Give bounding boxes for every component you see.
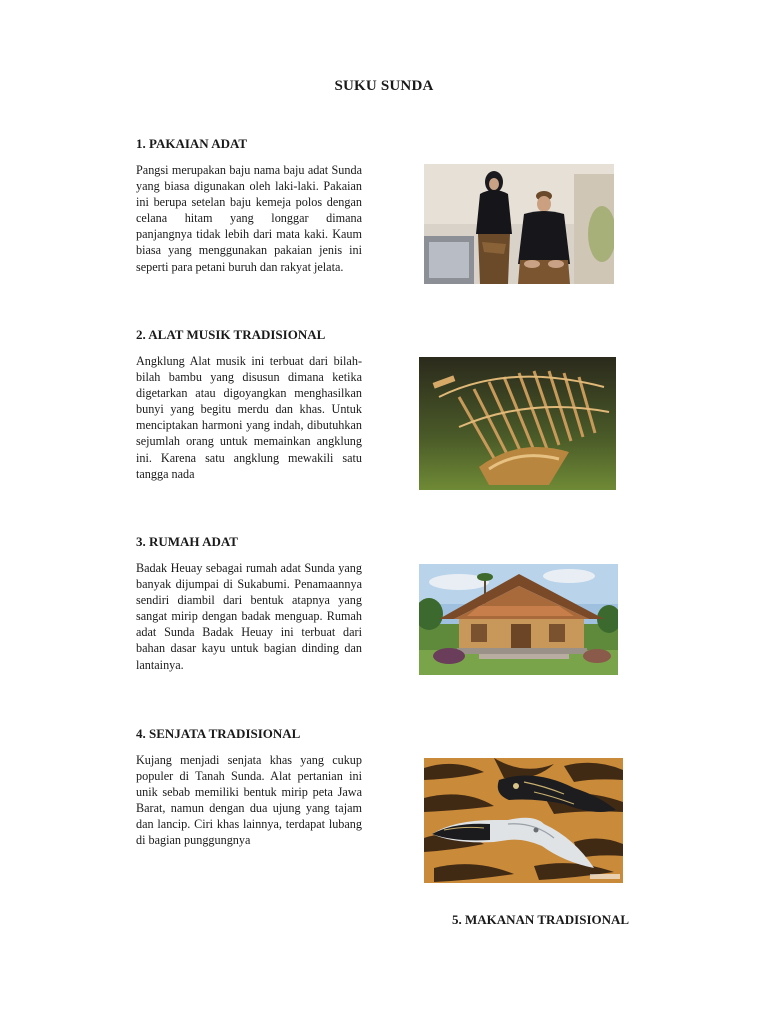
section-heading-rumah-adat: 3. RUMAH ADAT [136,534,238,549]
traditional-house-photo [419,564,618,675]
section-text-rumah-adat: Badak Heuay sebagai rumah adat Sunda yang banyak dijumpai di Sukabumi. Penamaannya sendiri diambil dari bentuk atapnya yang sangat mirip dengan badak menguap. Rumah adat Sunda Badak Heuay ini terbuat dari bahan dasar kayu untuk bagian dinding dan lantainya. [136,561,362,672]
traditional-clothing-photo [424,164,614,284]
angklung-photo [419,357,616,490]
section-text-senjata: Kujang menjadi senjata khas yang cukup populer di Tanah Sunda. Alat pertanian ini unik sebab memiliki bentuk mirip peta Jawa Barat, namun dengan dua ujung yang tajam dan lancip. Ciri khas lainnya, terdapat lubang di bagian punggungnya [136,753,362,848]
page-title: SUKU SUNDA [334,78,434,94]
kujang-photo [424,758,623,883]
section-text-alat-musik: Angklung Alat musik ini terbuat dari bilah-bilah bambu yang disusun dimana ketika digetarkan atau digoyangkan menghasilkan bunyi yang begitu merdu dan khas. Untuk menciptakan harmoni yang indah, dibutuhkan sejumlah orang untuk memainkan angklung ini. Karena satu angklung mewakili satu tangga nada [136,354,362,481]
section-text-pakaian-adat: Pangsi merupakan baju nama baju adat Sunda yang biasa digunakan oleh laki-laki. Pakaian ini berupa setelan baju kemeja polos dengan celana hitam yang longgar dimana panjangnya tidak lebih dari mata kaki. Kaum biasa yang menggunakan pakaian jenis ini seperti para petani buruh dan rakyat jelata. [136,163,362,274]
section-heading-makanan: 5. MAKANAN TRADISIONAL [452,912,630,927]
section-heading-alat-musik: 2. ALAT MUSIK TRADISIONAL [136,327,326,342]
section-heading-senjata: 4. SENJATA TRADISIONAL [136,726,301,741]
section-heading-pakaian-adat: 1. PAKAIAN ADAT [136,136,248,151]
